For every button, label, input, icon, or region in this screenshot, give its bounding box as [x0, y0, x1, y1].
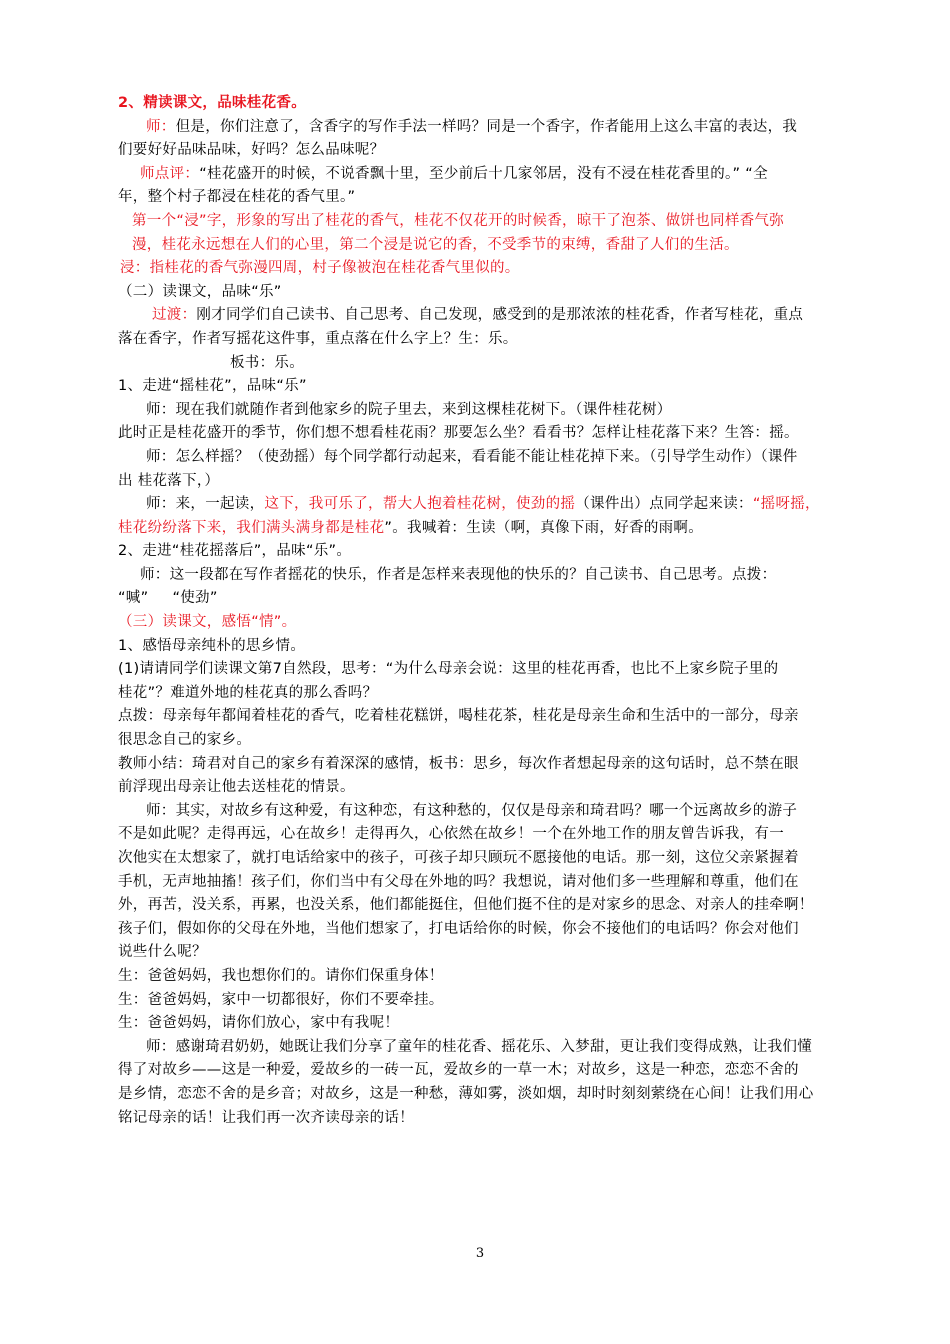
paragraph-line: 年，整个村子都浸在桂花的香气里。”: [118, 189, 356, 206]
paragraph-line: “喊” “使劲”: [118, 590, 218, 607]
paragraph-line: 第一个“浸”字，形象的写出了桂花的香气，桂花不仅花开的时候香，晾干了泡茶、做饼也同样香气弥: [132, 212, 785, 229]
paragraph-line: 孩子们，假如你的父母在外地，当他们想家了，打电话给你的时候，你会不接他们的电话吗？你会对他们: [118, 920, 799, 937]
paragraph-line: 师：其实，对故乡有这种爱，有这种恋，有这种愁的，仅仅是母亲和琦君吗？哪一个远离故乡的游子: [146, 802, 798, 819]
document-body: [118, 92, 863, 1130]
subsection-heading: 2、走进“桂花摇落后”，品味“乐”。: [118, 543, 352, 560]
paragraph-line: 师点评：“桂花盛开的时候，不说香飘十里，至少前后十几家邻居，没有不浸在桂花香里的。” “全: [140, 165, 768, 182]
page-number: 3: [475, 1246, 485, 1261]
paragraph-line: 手机，无声地抽搐！孩子们，你们当中有父母在外地的吗？我想说，请对他们多一些理解和尊重，他们在: [118, 873, 799, 890]
paragraph-line: 得了对故乡——这是一种爱，爱故乡的一砖一瓦，爱故乡的一草一木；对故乡，这是一种恋，恋恋不舍的: [118, 1062, 799, 1079]
paragraph-line: 落在香字，作者写摇花这件事，重点落在什么字上？生：乐。: [118, 330, 518, 347]
paragraph-line: 很思念自己的家乡。: [118, 732, 252, 749]
subsection-heading: 1、感悟母亲纯朴的思乡情。: [118, 637, 306, 654]
paragraph-line: 师：感谢琦君奶奶，她既让我们分享了童年的桂花香、摇花乐、入梦甜，更让我们变得成熟，让我们懂: [146, 1038, 812, 1055]
paragraph-line: 师：怎么样摇？（使劲摇）每个同学都行动起来，看看能不能让桂花掉下来。（引导学生动作）（课件: [146, 448, 798, 465]
paragraph-line: 师：但是，你们注意了，含香字的写作手法一样吗？同是一个香字，作者能用上这么丰富的表达，我: [146, 118, 798, 135]
student-reply: 生：爸爸妈妈，请你们放心，家中有我呢！: [118, 1015, 400, 1032]
paragraph-line: (1)请请同学们读课文第7自然段，思考：“为什么母亲会说：这里的桂花再香，也比不上家乡院子里的: [118, 661, 779, 678]
board-note: 板书：乐。: [230, 354, 304, 371]
paragraph-line: 桂花纷纷落下来，我们满头满身都是桂花”。我喊着：生读（啊，真像下雨，好香的雨啊。: [118, 519, 704, 536]
paragraph-line: 点拨：母亲每年都闻着桂花的香气，吃着桂花糕饼，喝桂花茶，桂花是母亲生命和生活中的一部分，母亲: [118, 708, 799, 725]
student-reply: 生：爸爸妈妈，家中一切都很好，你们不要牵挂。: [118, 991, 444, 1008]
paragraph-line: 们要好好品味品味，好吗？怎么品味呢？: [118, 142, 385, 159]
paragraph-line: 此时正是桂花盛开的季节，你们想不想看桂花雨？那要怎么坐？看看书？怎样让桂花落下来？生答：摇。: [118, 425, 799, 442]
paragraph-line: 外，再苦，没关系，再累，也没关系，他们都能挺住，但他们挺不住的是对家乡的思念、对亲人的挂牵啊！: [118, 897, 814, 914]
section-heading-san: （三）读课文，感悟“情”。: [118, 614, 297, 631]
paragraph-line: 出 桂花落下，）: [118, 472, 220, 489]
subsection-heading: 1、走进“摇桂花”，品味“乐”: [118, 378, 307, 395]
paragraph-line: 说些什么呢？: [118, 944, 207, 961]
student-reply: 生：爸爸妈妈，我也想你们的。请你们保重身体！: [118, 967, 444, 984]
paragraph-line: 铭记母亲的话！让我们再一次齐读母亲的话！: [118, 1109, 414, 1126]
section-heading-2: 2、精读课文，品味桂花香。: [118, 95, 306, 111]
paragraph-line: 不是如此呢？走得再远，心在故乡！走得再久，心依然在故乡！一个在外地工作的朋友曾告诉我，有一: [118, 826, 784, 843]
paragraph-line: 桂花”？难道外地的桂花真的那么香吗？: [118, 684, 378, 701]
paragraph-line: 是乡情，恋恋不舍的是乡音；对故乡，这是一种愁，薄如雾，淡如烟，却时时刻刻萦绕在心间！让我们用心: [118, 1085, 814, 1102]
paragraph-line: 浸：指桂花的香气弥漫四周，村子像被泡在桂花香气里似的。: [120, 260, 520, 277]
paragraph-line: 过渡：刚才同学们自己读书、自己思考、自己发现，感受到的是那浓浓的桂花香，作者写桂花，重点: [152, 307, 804, 324]
paragraph-line: 漫，桂花永远想在人们的心里，第二个浸是说它的香，不受季节的束缚，香甜了人们的生活。: [132, 236, 739, 253]
paragraph-line: 教师小结：琦君对自己的家乡有着深深的感情，板书：思乡，每次作者想起母亲的这句话时，总不禁在眼: [118, 755, 799, 772]
paragraph-line: 师：来，一起读，这下，我可乐了，帮大人抱着桂花树，使劲的摇（课件出）点同学起来读：“摇呀摇，: [146, 496, 820, 513]
paragraph-line: 师：这一段都在写作者摇花的快乐，作者是怎样来表现他的快乐的？自己读书、自己思考。点拨：: [140, 566, 777, 583]
paragraph-line: 前浮现出母亲让他去送桂花的情景。: [118, 779, 355, 796]
section-heading-er: （二）读课文，品味“乐”: [118, 283, 282, 300]
paragraph-line: 次他实在太想家了，就打电话给家中的孩子，可孩子却只顾玩不愿接他的电话。那一刻，这位父亲紧握着: [118, 850, 799, 866]
paragraph-line: 师：现在我们就随作者到他家乡的院子里去，来到这棵桂花树下。（课件桂花树）: [146, 401, 672, 418]
